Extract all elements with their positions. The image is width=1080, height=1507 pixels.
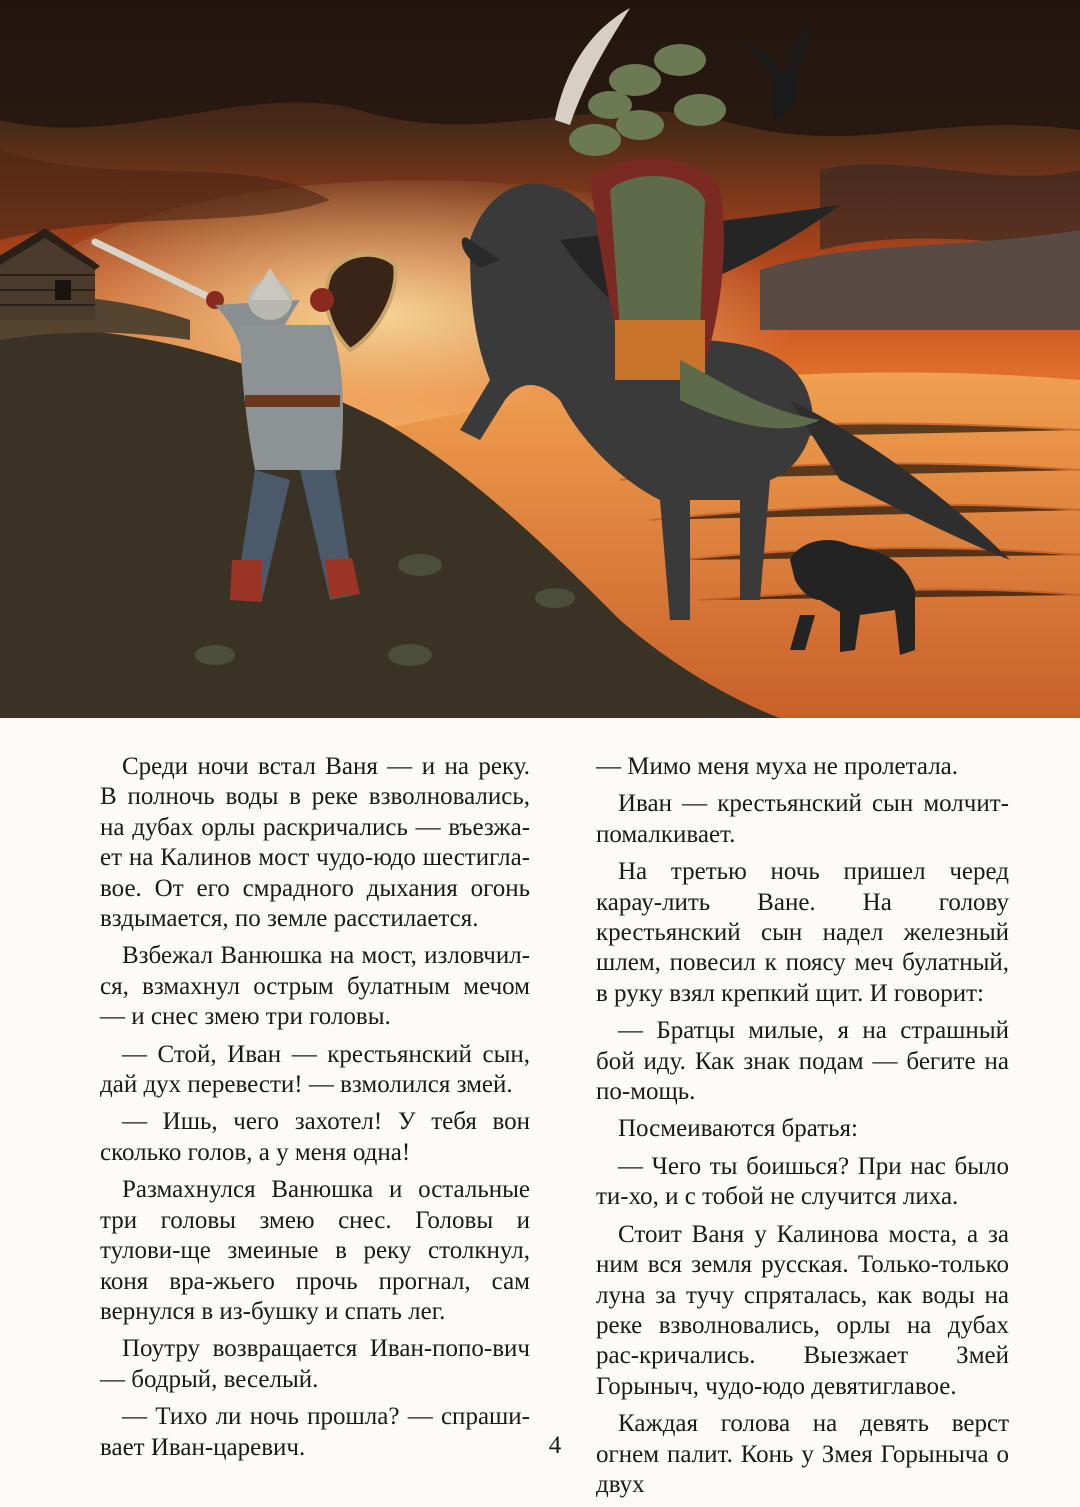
page-number: 4 (548, 1432, 562, 1459)
paragraph: Каждая голова на девять верст огнем палит. Конь у Змея Горыныча о двух (596, 1410, 1009, 1498)
paragraph: Среди ночи встал Ваня — и на реку. В полночь воды в реке взволновались, на дубах орлы раскричались — въезжа-ет на Калинов мост чудо-юдо шестигла-вое. От его смрадного дыхания огонь вздымается, по земле расстилается. (100, 753, 530, 933)
paragraph: Иван — крестьянский сын молчит-помалкивает. (596, 790, 1009, 848)
paragraph: — Ишь, чего захотел! У тебя вон сколько голов, а у меня одна! (100, 1108, 530, 1166)
paragraph: — Мимо меня муха не пролетала. (596, 753, 959, 780)
paragraph: Размахнулся Ванюшка и остальные три головы змею снес. Головы и тулови-ще змеиные в реку столкнул, коня вра-жьего прочь прогнал, сам вернулся в из-бушку и спать лег. (100, 1176, 530, 1325)
text-column-left (100, 752, 530, 1470)
illustration-canvas (0, 0, 1080, 718)
paragraph: Стоит Ваня у Калинова моста, а за ним вся земля русская. Только-только луна за тучу спряталась, как воды на реке взволновались, орлы на дубах рас-кричались. Выезжает Змей Горыныч, чудо-юдо девятиглавое. (596, 1220, 1009, 1400)
paragraph: Поутру возвращается Иван-попо-вич — бодрый, веселый. (100, 1335, 530, 1393)
paragraph: — Тихо ли ночь прошла? — спраши-вает Иван-царевич. (100, 1403, 530, 1461)
dragon-body (610, 176, 705, 330)
left-boot (230, 560, 262, 602)
dark-clouds (0, 0, 1080, 136)
paragraph: — Чего ты боишься? При нас было ти-хо, и с тобой не случится лиха. (596, 1152, 1009, 1211)
paragraph: На третью ночь пришел черед карау-лить Ване. На голову крестьянский сын надел железный шлем, повесил к поясу меч булатный, в руку взял крепкий щит. И говорит: (596, 858, 1009, 1007)
paragraph: — Стой, Иван — крестьянский сын, дай дух перевести! — взмолился змей. (100, 1040, 530, 1099)
text-column-right (596, 752, 1009, 1507)
story-illustration (0, 0, 1080, 718)
paragraph: Взбежал Ванюшка на мост, изловчил-ся, взмахнул острым булатным мечом — и снес змею три головы. (100, 942, 530, 1031)
paragraph: — Братцы милые, я на страшный бой иду. Как знак подам — бегите на по-мощь. (596, 1017, 1009, 1106)
paragraph: Посмеиваются братья: (618, 1115, 859, 1143)
